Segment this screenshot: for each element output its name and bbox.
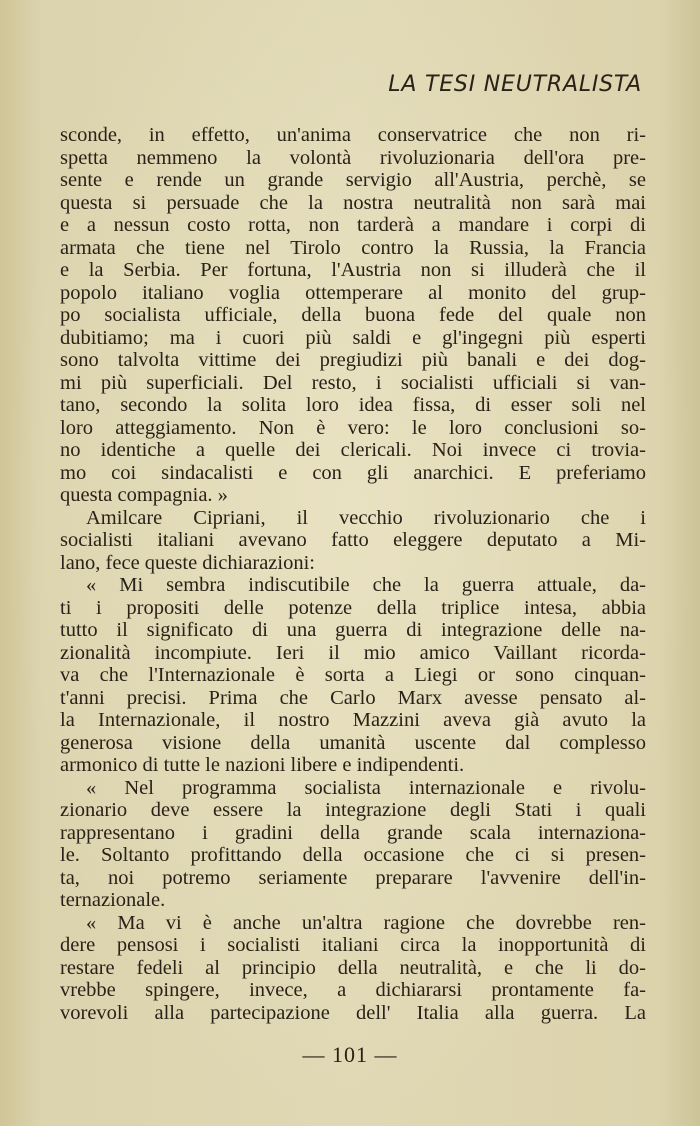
- page-number: — 101 —: [302, 1042, 398, 1067]
- text-line: socialisti italiani avevano fatto eleggere deputato a Mi-: [60, 529, 646, 551]
- text-line: spetta nemmeno la volontà rivoluzionaria dell'ora pre-: [60, 146, 646, 169]
- text-line: « Ma vi è anche un'altra ragione che dovrebbe ren-: [86, 911, 646, 934]
- text-line: loro atteggiamento. Non è vero: le loro conclusioni so-: [60, 416, 646, 439]
- text-line: armata che tiene nel Tirolo contro la Russia, la Francia: [60, 236, 646, 259]
- text-line: sconde, in effetto, un'anima conservatrice che non ri-: [60, 124, 646, 146]
- text-line: va che l'Internazionale è sorta a Liegi or sono cinquan-: [60, 664, 646, 686]
- text-line: tano, secondo la solita loro idea fissa, di esser soli nel: [60, 394, 646, 416]
- text-line: le. Soltanto profittando della occasione che ci si presen-: [60, 844, 646, 866]
- text-line: la Internazionale, il nostro Mazzini aveva già avuto la: [60, 709, 646, 731]
- text-line: ta, noi potremo seriamente preparare l'avvenire dell'in-: [60, 866, 646, 889]
- text-line: zionario deve essere la integrazione degli Stati i quali: [60, 799, 646, 821]
- text-line: questa compagnia. »: [60, 484, 228, 506]
- text-line: dere pensosi i socialisti italiani circa la inopportunità di: [60, 934, 646, 956]
- text-line: no identiche a quelle dei clericali. Noi invece ci trovia-: [60, 439, 646, 461]
- text-line: sente e rende un grande servigio all'Austria, perchè, se: [60, 169, 646, 191]
- text-line: e la Serbia. Per fortuna, l'Austria non si illuderà che il: [60, 259, 646, 281]
- text-line: lano, fece queste dichiarazioni:: [60, 551, 315, 574]
- text-line: rappresentano i gradini della grande scala internaziona-: [60, 821, 646, 844]
- text-line: generosa visione della umanità uscente dal complesso: [60, 731, 646, 754]
- text-line: tutto il significato di una guerra di integrazione delle na-: [60, 619, 646, 641]
- text-line: questa si persuade che la nostra neutralità non sarà mai: [60, 191, 646, 214]
- text-line: t'anni precisi. Prima che Carlo Marx avesse pensato al-: [60, 686, 646, 709]
- text-line: ternazionale.: [60, 889, 166, 911]
- running-head: LA TESI NEUTRALISTA: [388, 72, 642, 97]
- text-line: « Nel programma socialista internazionale e rivolu-: [86, 776, 646, 799]
- text-line: vrebbe spingere, invece, a dichiararsi prontamente fa-: [60, 979, 646, 1001]
- text-line: po socialista ufficiale, della buona fede del quale non: [60, 304, 646, 326]
- text-line: mi più superficiali. Del resto, i socialisti ufficiali si van-: [60, 371, 646, 394]
- text-line: ti i propositi delle potenze della triplice intesa, abbia: [60, 596, 646, 619]
- text-line: zionalità incompiute. Ieri il mio amico Vaillant ricorda-: [60, 641, 646, 664]
- text-line: armonico di tutte le nazioni libere e indipendenti.: [60, 754, 465, 776]
- text-line: Amilcare Cipriani, il vecchio rivoluzionario che i: [86, 506, 646, 529]
- text-line: « Mi sembra indiscutibile che la guerra attuale, da-: [86, 574, 646, 596]
- text-line: popolo italiano voglia ottemperare al monito del grup-: [60, 281, 646, 304]
- text-line: restare fedeli al principio della neutralità, e che li do-: [60, 956, 646, 979]
- text-line: sono talvolta vittime dei pregiudizi più banali e dei dog-: [60, 349, 646, 371]
- text-line: vorevoli alla partecipazione dell' Italia alla guerra. La: [60, 1001, 646, 1024]
- text-line: dubitiamo; ma i cuori più saldi e gl'ingegni più esperti: [60, 326, 646, 349]
- body-text: [60, 124, 646, 1024]
- text-line: e a nessun costo rotta, non tarderà a mandare i corpi di: [60, 214, 646, 236]
- text-line: mo coi sindacalisti e con gli anarchici. E preferiamo: [60, 461, 646, 484]
